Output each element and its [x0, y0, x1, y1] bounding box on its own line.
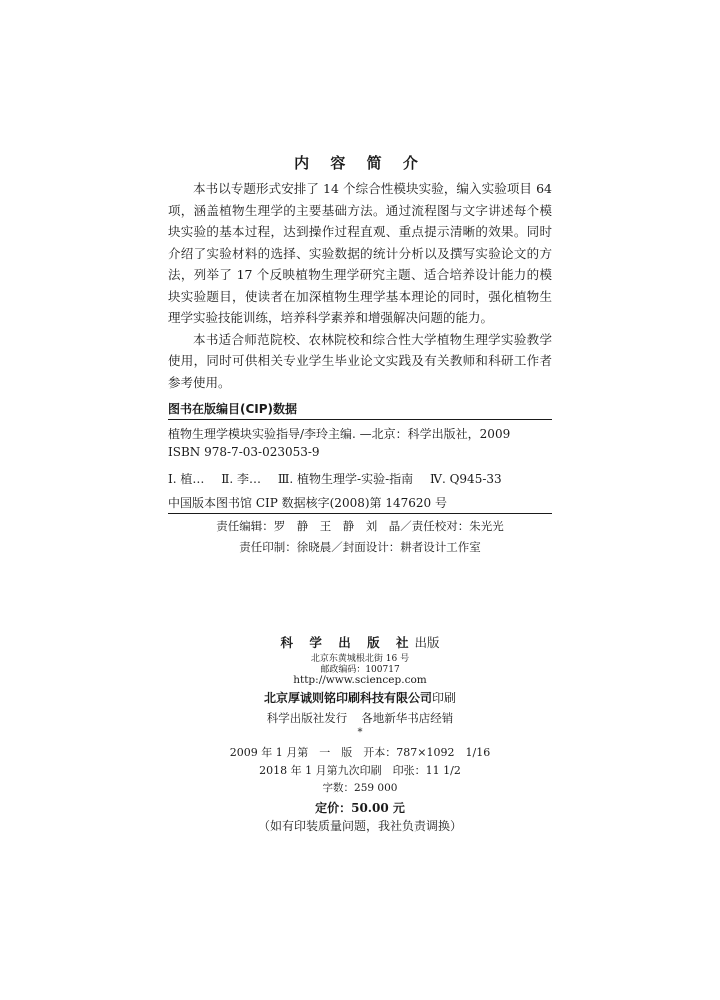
summary-text	[168, 178, 552, 393]
quality-notice: （如有印装质量问题，我社负责调换）	[257, 819, 462, 833]
publisher-website: http://www.sciencep.com	[293, 674, 427, 686]
summary-paragraph: 本书以专题形式安排了 14 个综合性模块实验，编入实验项目 64 项，涵盖植物生理学的主要基础方法。通过流程图与文字讲述每个模块实验的基本过程，达到操作过程直观、重点提示清晰的效果。同时介绍了实验材料的选择、实验数据的统计分析以及撰写实验论文的方法，列举了 17 个反映植物生理学研究主题、适合培养设计能力的模块实验题目，使读者在加深植物生理学基本理论的同时，强化植物生理学实验技能训练，培养科学素养和增强解决问题的能力。	[168, 181, 552, 325]
price: 定价：50.00 元	[315, 801, 405, 815]
credits-line: 责任编辑：罗 静 王 静 刘 晶／责任校对：朱光光	[216, 519, 504, 533]
publisher-name: 科 学 出 版 社	[280, 635, 415, 650]
publisher-suffix: 出版	[414, 635, 440, 650]
cip-isbn: ISBN 978-7-03-023053-9	[168, 445, 320, 459]
publisher-postcode: 邮政编码：100717	[320, 665, 400, 675]
divider	[168, 419, 552, 420]
distributor: 科学出版社发行	[266, 711, 348, 725]
cip-subject: Ⅲ. 植物生理学-实验-指南	[277, 472, 414, 486]
distribution	[168, 710, 552, 726]
edition-info: 2009 年 1 月第 一 版 开本：787×1092 1/16	[229, 746, 491, 759]
cip-heading: 图书在版编目(CIP)数据	[168, 402, 298, 416]
cip-number: 中国版本图书馆 CIP 数据核字(2008)第 147620 号	[168, 496, 447, 510]
cip-subjects	[168, 470, 552, 487]
summary-paragraph: 本书适合师范院校、农林院校和综合性大学植物生理学实验教学使用，同时可供相关专业学生毕业论文实践及有关教师和科研工作者参考使用。	[168, 331, 552, 390]
cip-subject: Ⅱ. 李…	[221, 472, 261, 486]
cip-subject: Ⅳ. Q945-33	[429, 472, 502, 486]
impression-info: 2018 年 1 月第九次印刷 印张：11 1/2	[259, 764, 461, 777]
summary-title: 内 容 简 介	[294, 154, 426, 172]
cip-subject: Ⅰ. 植…	[168, 472, 205, 486]
printer-name: 北京厚诚则铭印刷科技有限公司	[263, 691, 432, 705]
separator-star: *	[357, 727, 363, 738]
cip-title-line: 植物生理学模块实验指导/李玲主编. —北京：科学出版社，2009	[168, 427, 511, 441]
printer-suffix: 印刷	[432, 691, 457, 705]
word-count: 字数：259 000	[322, 782, 398, 794]
printer	[168, 689, 552, 706]
credits-line: 责任印制：徐晓晨／封面设计：耕者设计工作室	[239, 540, 481, 554]
divider	[168, 513, 552, 514]
publisher	[168, 633, 552, 651]
publisher-address: 北京东黄城根北街 16 号	[310, 654, 410, 664]
retailer: 各地新华书店经销	[361, 711, 454, 725]
